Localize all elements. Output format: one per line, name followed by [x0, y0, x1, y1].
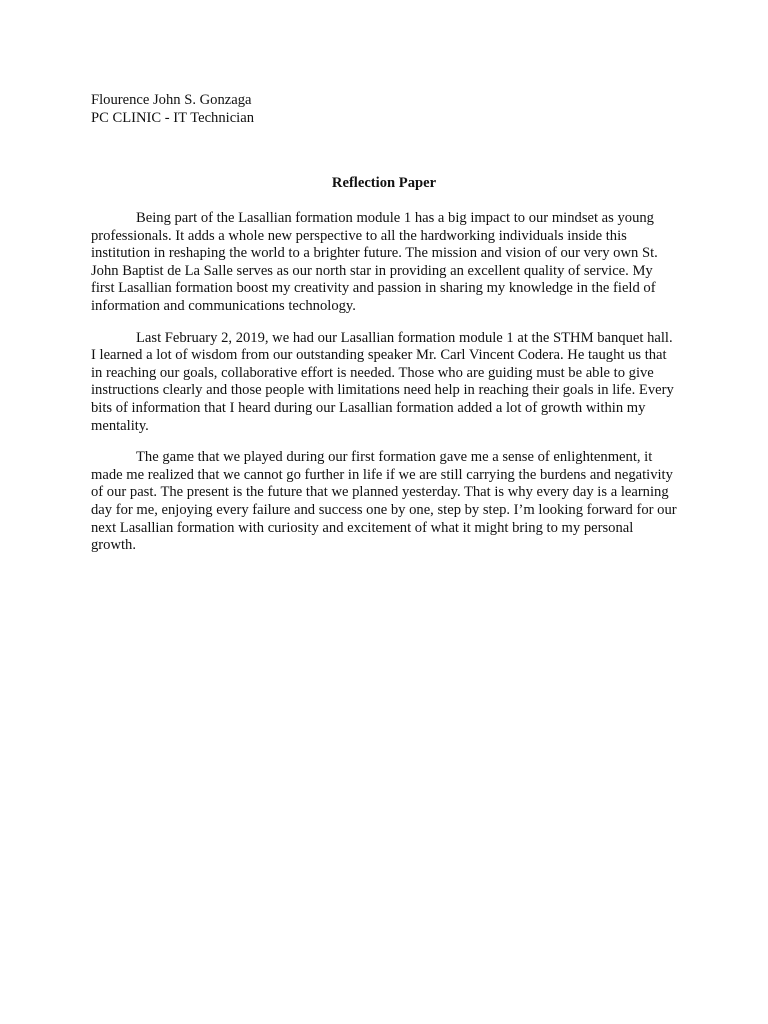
paragraph-1: Being part of the Lasallian formation module 1 has a big impact to our mindset as young professionals. It adds a whole new perspective to all the hardworking individuals inside this institution in reshaping the world to a brighter future. The mission and vision of our very own St. John Baptist de La Salle serves as our north star in providing an excellent quality of service. My first Lasallian formation boost my creativity and passion in sharing my knowledge in the field of information and communications technology. — [91, 210, 658, 314]
author-block — [91, 92, 254, 127]
paragraph-3: The game that we played during our first formation gave me a sense of enlightenment, it made me realized that we cannot go further in life if we are still carrying the burdens and negativity of our past. The present is the future that we planned yesterday. That is why every day is a learning day for me, enjoying every failure and success one by one, step by step. I’m looking forward for our next Lasallian formation with curiosity and excitement of what it might bring to my personal growth. — [91, 449, 677, 554]
author-role: PC CLINIC - IT Technician — [91, 109, 254, 126]
document-title: Reflection Paper — [331, 175, 437, 191]
author-name: Flourence John S. Gonzaga — [91, 92, 252, 108]
paragraph-2: Last February 2, 2019, we had our Lasallian formation module 1 at the STHM banquet hall. I learned a lot of wisdom from our outstanding speaker Mr. Carl Vincent Codera. He taught us that in reaching our goals, collaborative effort is needed. Those who are guiding must be able to give instructions clearly and those people with limitations need help in reaching their goals in life. Every bits of information that I heard during our Lasallian formation added a lot of growth within my mentality. — [91, 329, 674, 434]
document-body — [91, 210, 679, 555]
